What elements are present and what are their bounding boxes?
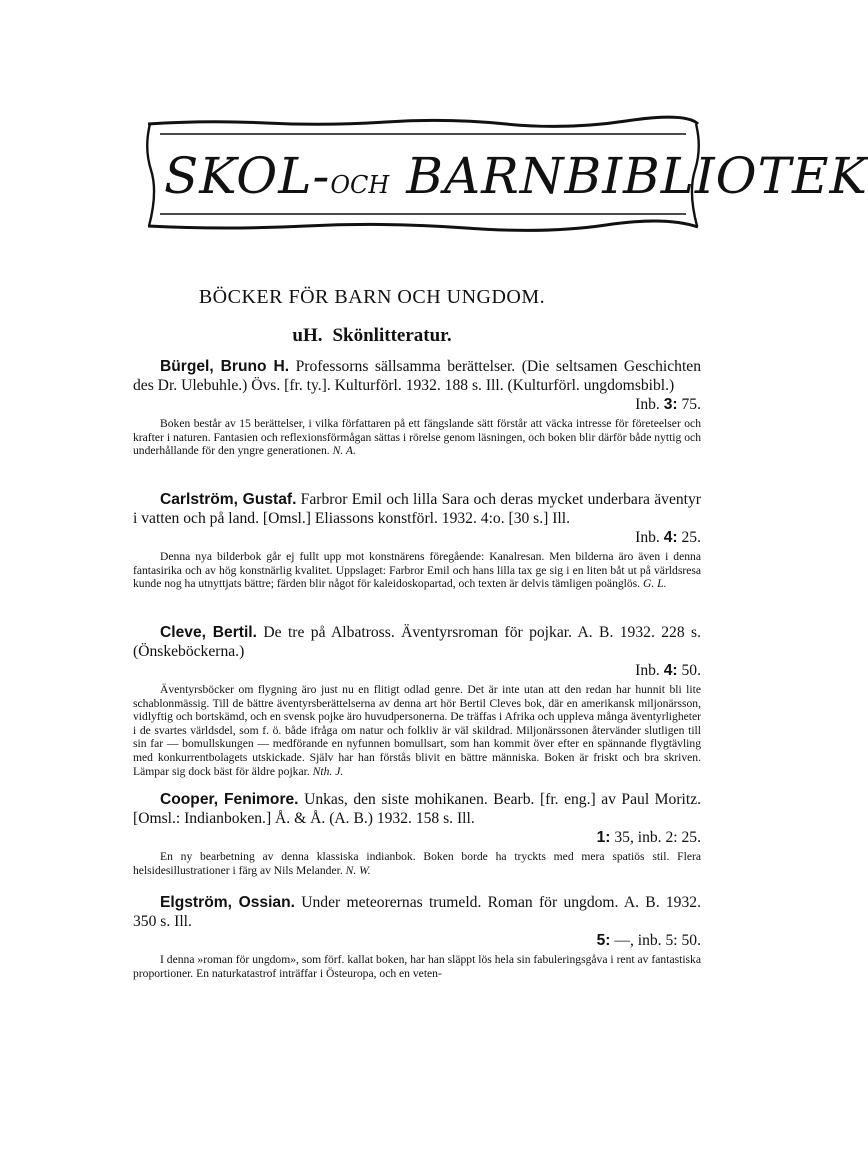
price-rest: 25. bbox=[681, 529, 701, 546]
review-signature: Nth. J. bbox=[312, 764, 344, 778]
price-rest: —, inb. 5: 50. bbox=[614, 932, 701, 949]
entry-text: Under meteorernas trumeld. Roman för ungdom. A. B. 1932. 350 s. Ill. bbox=[133, 894, 701, 930]
entry-price bbox=[133, 931, 701, 950]
entry-text: Unkas, den siste mohikanen. Bearb. [fr. eng.] av Paul Moritz. [Omsl.: Indianboken.] Å. & Å. (A. B.) 1932. 158 s. Ill. bbox=[133, 791, 702, 827]
review-signature: N. A. bbox=[332, 444, 356, 458]
price-rest: 50. bbox=[681, 662, 701, 679]
entry-author: Carlström, Gustaf. bbox=[160, 491, 297, 508]
banner-title bbox=[164, 147, 868, 205]
review-text: I denna »roman för ungdom», som förf. kallat boken, har han släppt lös hela sin fabuleringsgåva i rent av fantastiska proportioner. En naturkatastrof inträffar i Östeuropa, och en veten- bbox=[133, 953, 701, 980]
entry-main bbox=[133, 790, 701, 828]
price-bold: 3: bbox=[663, 396, 678, 413]
entry-text: Professorns sällsamma berättelser. (Die seltsamen Geschichten des Dr. Ulebuhle.) Övs. [fr. ty.]. Kulturförl. 1932. 188 s. Ill. (Kulturförl. ungdomsbibl.) bbox=[133, 358, 701, 394]
entry-cooper bbox=[133, 790, 701, 877]
price-bold: 1: bbox=[596, 829, 611, 846]
price-prefix: Inb. bbox=[635, 662, 660, 679]
page-heading: BÖCKER FÖR BARN OCH UNGDOM. bbox=[198, 286, 546, 308]
price-prefix: Inb. bbox=[635, 396, 660, 413]
entry-author: Cooper, Fenimore. bbox=[160, 791, 299, 808]
review-text: Boken består av 15 berättelser, i vilka författaren på ett fängslande sätt förstår att väcka intresse för företeelser och krafter i naturen. Fantasien och reflexionsförmågan sättas i rörelse genom läsningen, och boken blir därför både nyttig och underhållande för den yngre generationen. bbox=[133, 417, 701, 458]
entry-burgel bbox=[133, 357, 701, 458]
entry-review bbox=[133, 683, 701, 778]
section-code: uH. bbox=[292, 325, 323, 346]
section-heading bbox=[0, 325, 744, 347]
entry-price bbox=[133, 828, 701, 847]
review-signature: G. L. bbox=[643, 577, 667, 591]
section-title: Skönlitteratur. bbox=[332, 325, 452, 346]
entry-author: Cleve, Bertil. bbox=[160, 624, 257, 641]
price-prefix: Inb. bbox=[635, 529, 660, 546]
entry-review bbox=[133, 850, 701, 877]
entry-text: De tre på Albatross. Äventyrsroman för pojkar. A. B. 1932. 228 s. (Önskeböckerna.) bbox=[133, 624, 701, 660]
banner bbox=[146, 118, 868, 232]
entry-main bbox=[133, 490, 701, 528]
entry-price bbox=[133, 395, 701, 414]
entry-cleve bbox=[133, 623, 701, 778]
banner-title-part2: OCH bbox=[330, 171, 390, 199]
entry-main bbox=[133, 623, 701, 661]
banner-title-part1: SKOL- bbox=[164, 147, 331, 205]
entry-author: Bürgel, Bruno H. bbox=[160, 358, 290, 375]
banner-title-part3: BARNBIBLIOTEK bbox=[389, 147, 868, 205]
review-signature: N. W. bbox=[345, 863, 371, 877]
entry-price bbox=[133, 528, 701, 547]
entry-elgstrom bbox=[133, 893, 701, 980]
price-rest: 35, inb. 2: 25. bbox=[614, 829, 701, 846]
review-text: Denna nya bilderbok går ej fullt upp mot konstnärens föregående: Kanalresan. Men bilderna äro även i denna fantasirika och av hög konstnärlig kvalitet. Uppslaget: Farbror Emil och hans lilla tax ge sig i en liten båt ut på världsresa kunde nog ha utnyttjats bättre; färden blir något för kaleidoskopartad, och texten är delvis tämligen poänglös. bbox=[133, 550, 701, 591]
review-text: Äventyrsböcker om flygning äro just nu en flitigt odlad genre. Det är inte utan att den redan har hunnit bli lite schablonmässig. Till de bättre äventyrsberättelserna av denna art hör Bertil Cleves bok, där en amerikansk miljonärsson, vidlyftig och bortskämd, och en svensk pojke äro huvudpersonerna. De träffas i Afrika och uppleva många äventyrligheter i de svartes världsdel, som f. ö. både ifråga om natur och folkliv är väl skildrad. Miljonärssonen återvänder slutligen till sin far — bomullskungen — medförande en nyfunnen bomullsart, som han kommit över efter en spännande flygtävling med konkurrentbolagets utskickade. Själv har han förstås blivit en bättre människa. Boken är friskt och bra skriven. Lämpar sig dock bäst för äldre pojkar. bbox=[133, 683, 701, 778]
entry-price bbox=[133, 661, 701, 680]
price-rest: 75. bbox=[681, 396, 701, 413]
entry-text: Farbror Emil och lilla Sara och deras mycket underbara äventyr i vatten och på land. [Omsl.] Eliassons konstförl. 1932. 4:o. [30 s.] Ill. bbox=[133, 491, 701, 527]
entry-review bbox=[133, 953, 701, 980]
entry-review bbox=[133, 417, 701, 458]
entry-carlstrom bbox=[133, 490, 701, 591]
price-bold: 4: bbox=[663, 529, 678, 546]
price-bold: 5: bbox=[596, 932, 611, 949]
price-bold: 4: bbox=[663, 662, 678, 679]
entry-main bbox=[133, 893, 701, 931]
entry-review bbox=[133, 550, 701, 591]
entry-main bbox=[133, 357, 701, 395]
entry-author: Elgström, Ossian. bbox=[160, 894, 295, 911]
review-text: En ny bearbetning av denna klassiska indianbok. Boken borde ha tryckts med mera spatiös stil. Flera helsidesillustrationer i färg av Nils Melander. bbox=[133, 850, 701, 877]
